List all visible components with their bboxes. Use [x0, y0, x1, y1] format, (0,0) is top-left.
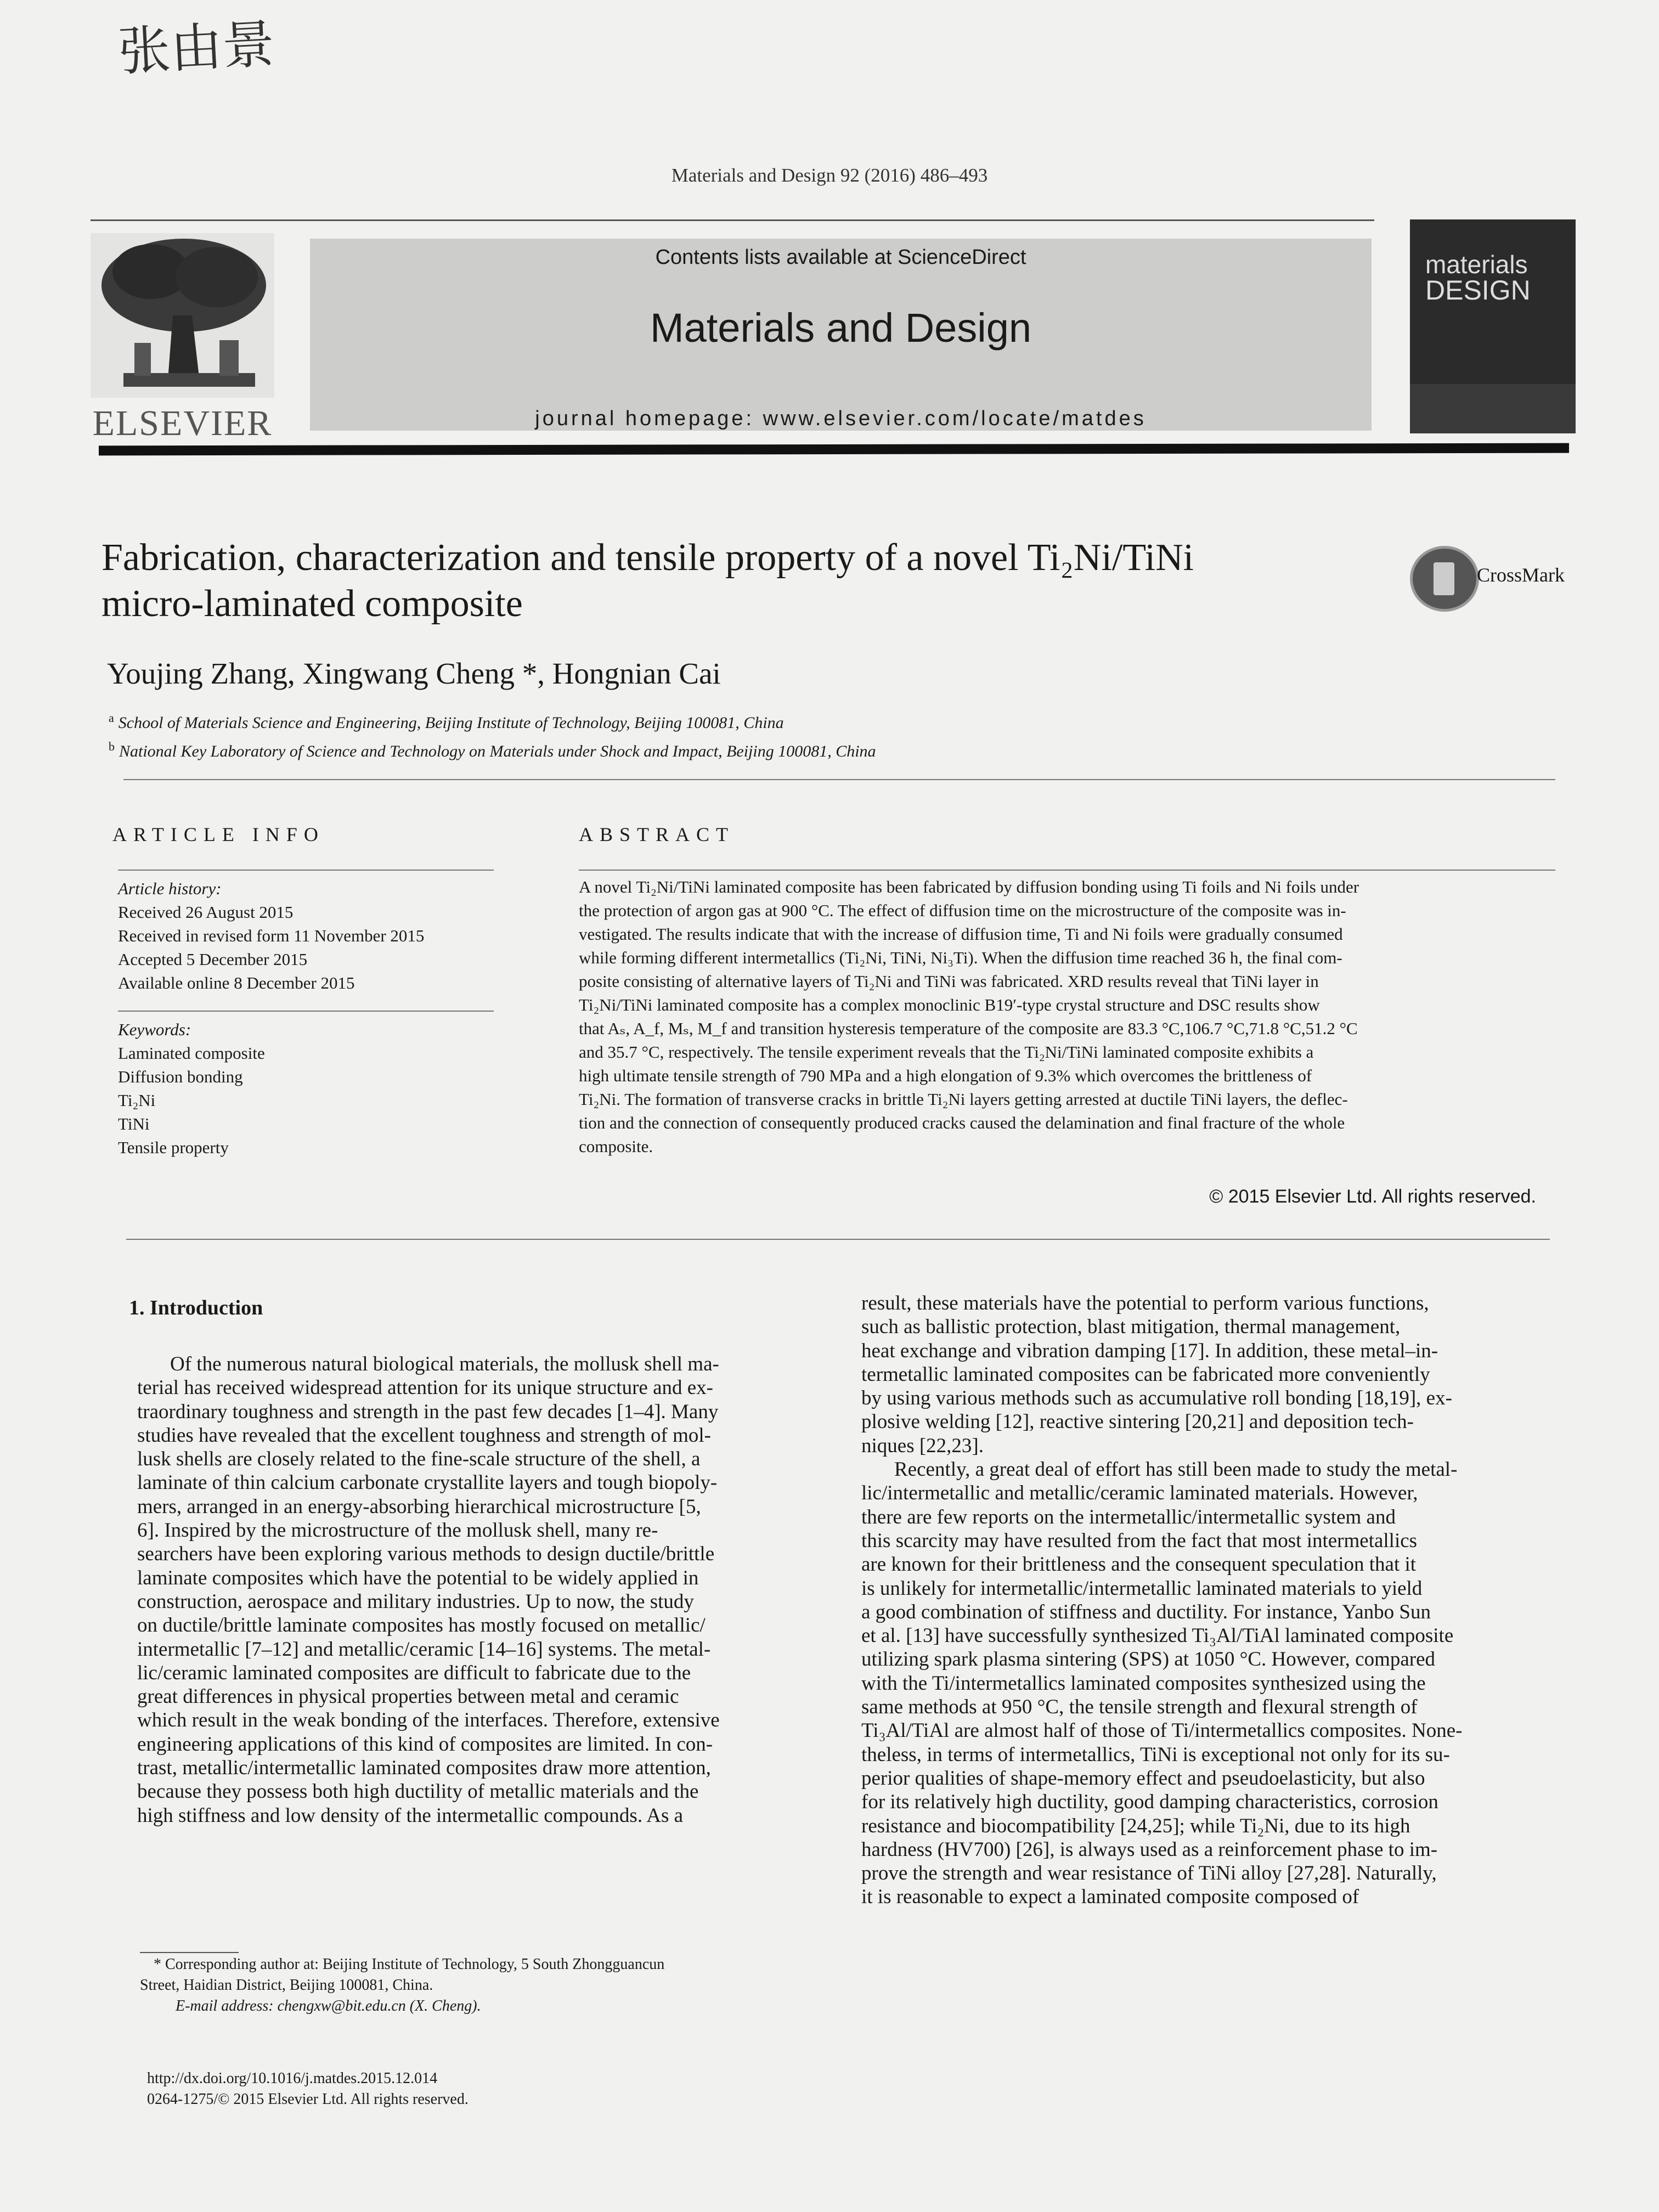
body-line: studies have revealed that the excellent toughness and strength of mol-: [137, 1424, 711, 1447]
body-line: are known for their brittleness and the consequent speculation that it: [861, 1553, 1417, 1576]
history-online: Available online 8 December 2015: [118, 973, 355, 992]
journal-citation: Materials and Design 92 (2016) 486–493: [671, 165, 988, 186]
body-line: niques [22,23].: [861, 1434, 984, 1457]
body-line: Recently, a great deal of effort has still been made to study the metal-: [894, 1458, 1458, 1481]
body-line: a good combination of stiffness and ductility. For instance, Yanbo Sun: [861, 1600, 1431, 1623]
body-line: terial has received widespread attention for its unique structure and ex-: [137, 1376, 713, 1400]
body-line: Ti₃Al/TiAl are almost half of those of Ti/intermetallics composites. None-: [861, 1719, 1463, 1742]
body-line: this scarcity may have resulted from the fact that most intermetallics: [861, 1529, 1418, 1552]
body-line: with the Ti/intermetallics laminated composites synthesized using the: [861, 1672, 1426, 1695]
body-line: same methods at 950 °C, the tensile strength and flexural strength of: [861, 1696, 1418, 1719]
divider: [118, 1011, 494, 1012]
body-line: for its relatively high ductility, good damping characteristics, corrosion: [861, 1791, 1438, 1814]
abstract-line: the protection of argon gas at 900 °C. The effect of diffusion time on the microstructure of the composite was in-: [579, 901, 1346, 920]
abstract-line: vestigated. The results indicate that with the increase of diffusion time, Ti and Ni foils were gradually consumed: [579, 924, 1343, 944]
footnote-email: E-mail address: chengxw@bit.edu.cn (X. Cheng).: [176, 1997, 481, 2015]
body-line: perior qualities of shape-memory effect and pseudoelasticity, but also: [861, 1767, 1425, 1790]
handwritten-note: 张由景: [116, 14, 276, 83]
abstract-line: while forming different intermetallics (Ti₂Ni, TiNi, Ni₃Ti). When the diffusion time reached 36 h, the final com-: [579, 948, 1342, 967]
body-line: et al. [13] have successfully synthesized Ti₃Al/TiAl laminated composite: [861, 1624, 1454, 1647]
abstract-line: that Aₛ, A_f, Mₛ, M_f and transition hysteresis temperature of the composite are 83.3 °C,106.7 °C,71.8 °C,51.2 °C: [579, 1019, 1358, 1038]
journal-cover-thumbnail: [1410, 219, 1576, 433]
keyword-item: Diffusion bonding: [118, 1067, 243, 1086]
affiliation-b: $^b$ National Key Laboratory of Science and Technology on Materials under Shock and Impact, Beijing 100081, China: [109, 740, 876, 760]
body-line: Of the numerous natural biological materials, the mollusk shell ma-: [170, 1353, 719, 1375]
divider: [118, 870, 494, 871]
abstract-line: high ultimate tensile strength of 790 MPa and a high elongation of 9.3% which overcomes the brittleness of: [579, 1066, 1312, 1085]
footnote-line: Street, Haidian District, Beijing 100081, China.: [140, 1977, 433, 1994]
body-line: mers, arranged in an energy-absorbing hierarchical microstructure [5,: [137, 1495, 701, 1518]
body-line: heat exchange and vibration damping [17]. In addition, these metal–in-: [861, 1339, 1438, 1362]
cover-footer-band: [1410, 384, 1576, 433]
body-line: lic/intermetallic and metallic/ceramic laminated materials. However,: [861, 1482, 1418, 1505]
abstract-line: posite consisting of alternative layers of Ti₂Ni and TiNi was fabricated. XRD results reveal that TiNi layer in: [579, 972, 1319, 991]
copyright-line: © 2015 Elsevier Ltd. All rights reserved.: [1209, 1186, 1536, 1207]
body-line: intermetallic [7–12] and metallic/ceramic [14–16] systems. The metal-: [137, 1638, 711, 1661]
body-line: laminate of thin calcium carbonate crystallite layers and tough biopoly-: [137, 1471, 718, 1494]
elsevier-logo: [91, 233, 274, 443]
divider: [579, 870, 1555, 871]
body-line: great differences in physical properties between metal and ceramic: [137, 1685, 679, 1708]
body-line: utilizing spark plasma sintering (SPS) at 1050 °C. However, compared: [861, 1648, 1436, 1671]
body-line: termetallic laminated composites can be fabricated more conveniently: [861, 1363, 1430, 1386]
body-line: lusk shells are closely related to the fine-scale structure of the shell, a: [137, 1448, 701, 1471]
crossmark-icon[interactable]: [1410, 546, 1479, 612]
keyword-item: TiNi: [118, 1114, 150, 1133]
article-title: [101, 535, 1391, 627]
elsevier-wordmark: ELSEVIER: [92, 403, 273, 443]
keyword-item: Laminated composite: [118, 1043, 265, 1063]
divider: [126, 1239, 1550, 1240]
history-received: Received 26 August 2015: [118, 902, 294, 922]
body-line: searchers have been exploring various methods to design ductile/brittle: [137, 1543, 715, 1566]
divider: [123, 779, 1555, 780]
body-line: on ductile/brittle laminate composites has mostly focused on metallic/: [137, 1614, 706, 1637]
history-revised: Received in revised form 11 November 2015: [118, 926, 425, 945]
body-line: engineering applications of this kind of composites are limited. In con-: [137, 1733, 713, 1756]
keywords-heading: Keywords:: [118, 1020, 191, 1039]
elsevier-tree-icon: [91, 233, 274, 398]
section-heading: 1. Introduction: [129, 1296, 263, 1319]
body-left-column: [137, 1352, 823, 1827]
journal-title: Materials and Design: [650, 305, 1032, 351]
body-line: is unlikely for intermetallic/intermetallic laminated materials to yield: [861, 1577, 1423, 1600]
keywords: [118, 1018, 265, 1159]
body-line: theless, in terms of intermetallics, TiNi is exceptional not only for its su-: [861, 1743, 1450, 1766]
contents-line: Contents lists available at ScienceDirect: [655, 246, 1026, 269]
abstract-heading: ABSTRACT: [579, 823, 735, 845]
body-line: result, these materials have the potential to perform various functions,: [861, 1292, 1429, 1314]
article-history-heading: Article history:: [118, 879, 222, 898]
body-right-column: [861, 1291, 1539, 1909]
body-line: there are few reports on the intermetallic/intermetallic system and: [861, 1505, 1396, 1528]
abstract-line: composite.: [579, 1137, 653, 1156]
article-title-line1: Fabrication, characterization and tensile property of a novel Ti₂Ni/TiNi: [101, 537, 1194, 579]
author-list: Youjing Zhang, Xingwang Cheng *, Hongnian Cai: [107, 657, 721, 690]
body-line: resistance and biocompatibility [24,25]; while Ti₂Ni, due to its high: [861, 1814, 1410, 1837]
body-line: which result in the weak bonding of the interfaces. Therefore, extensive: [137, 1709, 720, 1732]
footnote-line: * Corresponding author at: Beijing Institute of Technology, 5 South Zhongguancun: [154, 1956, 665, 1973]
cover-title-line1: materials: [1425, 250, 1528, 279]
body-line: prove the strength and wear resistance of TiNi alloy [27,28]. Naturally,: [861, 1862, 1437, 1885]
body-line: such as ballistic protection, blast mitigation, thermal management,: [861, 1316, 1401, 1339]
abstract-line: Ti₂Ni. The formation of transverse cracks in brittle Ti₂Ni layers getting arrested at ductile TiNi layers, the deflec-: [579, 1090, 1348, 1109]
abstract-line: tion and the connection of consequently produced cracks caused the delamination and final fracture of the whole: [579, 1113, 1345, 1132]
journal-homepage: journal homepage: www.elsevier.com/locate/matdes: [535, 407, 1147, 430]
abstract-line: Ti₂Ni/TiNi laminated composite has a complex monoclinic B19′-type crystal structure and DSC results show: [579, 995, 1320, 1014]
body-line: lic/ceramic laminated composites are difficult to fabricate due to the: [137, 1661, 691, 1684]
body-line: hardness (HV700) [26], is always used as a reinforcement phase to im-: [861, 1838, 1438, 1861]
body-line: it is reasonable to expect a laminated composite composed of: [861, 1886, 1359, 1909]
body-line: 6]. Inspired by the microstructure of the mollusk shell, many re-: [137, 1519, 658, 1542]
article-title-line2: micro-laminated composite: [101, 583, 523, 625]
article-info-heading: ARTICLE INFO: [112, 823, 325, 845]
corresponding-author-footnote: [140, 1954, 817, 2017]
affiliation-a: $^a$ School of Materials Science and Engineering, Beijing Institute of Technology, Beijing 100081, China: [109, 711, 784, 732]
footnote-rule: [140, 1952, 239, 1953]
body-line: high stiffness and low density of the intermetallic compounds. As a: [137, 1804, 684, 1827]
history-accepted: Accepted 5 December 2015: [118, 950, 308, 969]
article-history: [118, 877, 424, 995]
doi-link[interactable]: http://dx.doi.org/10.1016/j.matdes.2015.12.014: [147, 2070, 438, 2087]
crossmark-label[interactable]: CrossMark: [1477, 564, 1565, 586]
abstract-line: A novel Ti₂Ni/TiNi laminated composite has been fabricated by diffusion bonding using Ti foils and Ni foils under: [579, 877, 1359, 896]
body-line: laminate composites which have the potential to be widely applied in: [137, 1566, 699, 1589]
keyword-item: Tensile property: [118, 1138, 229, 1157]
body-line: trast, metallic/intermetallic laminated composites draw more attention,: [137, 1757, 711, 1780]
body-line: by using various methods such as accumulative roll bonding [18,19], ex-: [861, 1387, 1452, 1410]
body-line: construction, aerospace and military industries. Up to now, the study: [137, 1590, 694, 1613]
header-rule: [91, 219, 1374, 221]
body-line: traordinary toughness and strength in the past few decades [1–4]. Many: [137, 1400, 719, 1423]
body-line: because they possess both high ductility of metallic materials and the: [137, 1780, 699, 1803]
abstract-line: and 35.7 °C, respectively. The tensile experiment reveals that the Ti₂Ni/TiNi laminated composite exhibits a: [579, 1042, 1314, 1062]
header-thick-rule: [99, 443, 1569, 456]
cover-title-line2: DESIGN: [1425, 275, 1531, 306]
abstract-text: [579, 875, 1555, 1158]
doi-block: [147, 2068, 469, 2110]
body-line: plosive welding [12], reactive sintering [20,21] and deposition tech-: [861, 1410, 1414, 1434]
issn-copyright: 0264-1275/© 2015 Elsevier Ltd. All rights reserved.: [147, 2091, 469, 2108]
keyword-item: Ti₂Ni: [118, 1091, 156, 1110]
